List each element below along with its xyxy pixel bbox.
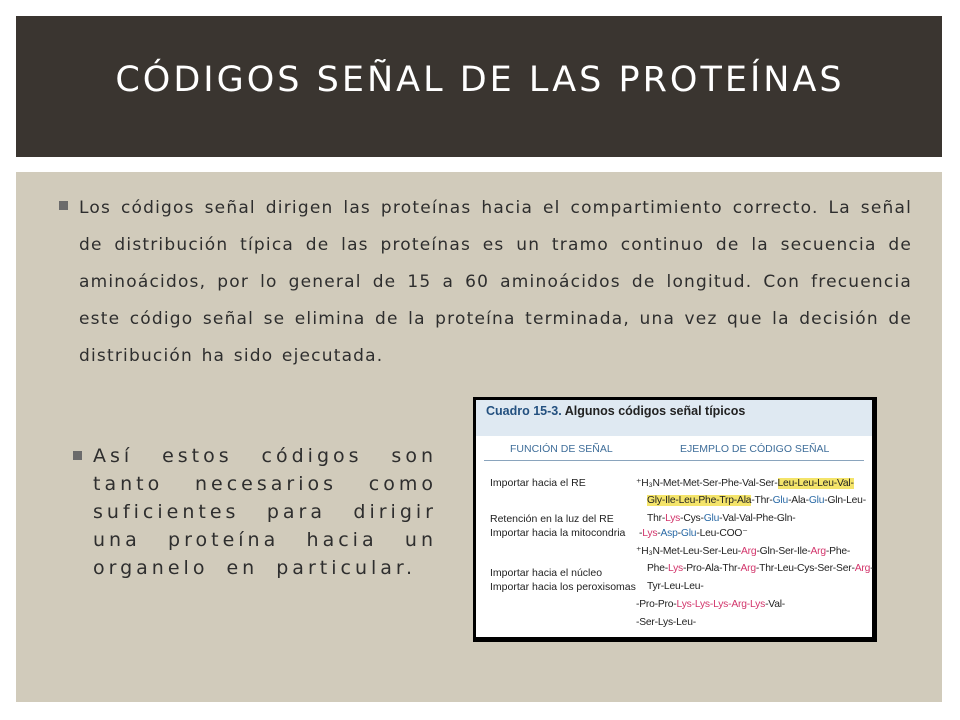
signal-codes-table-image [473, 397, 877, 642]
sequence-line: Phe-Lys-Pro-Ala-Thr-Arg-Thr-Leu-Cys-Ser-Ser-Arg- [647, 563, 874, 574]
sequence-line: Thr-Lys-Cys-Glu-Val-Val-Phe-Gln- [647, 513, 796, 524]
bullet-square-icon [59, 201, 68, 210]
figure-caption [486, 404, 745, 418]
sequence-line: Gly-Ile-Leu-Phe-Trp-Ala-Thr-Glu-Ala-Glu-Gln-Leu- [647, 495, 866, 506]
sequence-line: ⁺H₃N-Met-Met-Ser-Phe-Val-Ser-Leu-Leu-Leu-Val- [636, 478, 854, 489]
sequence-line: Tyr-Leu-Leu- [647, 581, 704, 592]
bullet-text-1: Los códigos señal dirigen las proteínas hacia el compartimiento correcto. La señal de distribución típica de las proteínas es un tramo continuo de la secuencia de aminoácidos, por lo general de 15 a 60 aminoácidos de longitud. Con frecuencia este código señal se elimina de la proteína terminada, una vez que la decisión de distribución ha sido ejecutada. [79, 198, 912, 366]
bullet-text-2: Así estos códigos son tanto necesarios como suficientes para dirigir una proteína hacia un organelo en particular. [93, 445, 437, 579]
sequence-line: -Lys-Asp-Glu-Leu-COO⁻ [639, 528, 748, 539]
function-cell: Importar hacia el núcleo [490, 567, 603, 579]
function-cell: Retención en la luz del RE [490, 513, 614, 525]
function-cell: Importar hacia el RE [490, 477, 586, 489]
slide-title: CÓDIGOS SEÑAL DE LAS PROTEÍNAS [115, 60, 845, 100]
column-header-function: FUNCIÓN DE SEÑAL [510, 443, 613, 455]
function-cell: Importar hacia los peroxisomas [490, 581, 636, 593]
function-cell: Importar hacia la mitocondria [490, 527, 626, 539]
figure-caption-text: Algunos códigos señal típicos [564, 404, 746, 418]
figure-body [476, 400, 872, 637]
sequence-line: -Ser-Lys-Leu- [636, 617, 696, 628]
header-divider [484, 460, 864, 461]
bullet-square-icon [73, 451, 82, 460]
column-header-example: EJEMPLO DE CÓDIGO SEÑAL [680, 443, 830, 455]
figure-caption-label: Cuadro 15-3. [486, 404, 562, 418]
sequence-line: -Pro-Pro-Lys-Lys-Lys-Arg-Lys-Val- [636, 599, 786, 610]
sequence-line: ⁺H₃N-Met-Leu-Ser-Leu-Arg-Gln-Ser-Ile-Arg-Phe- [636, 546, 851, 557]
